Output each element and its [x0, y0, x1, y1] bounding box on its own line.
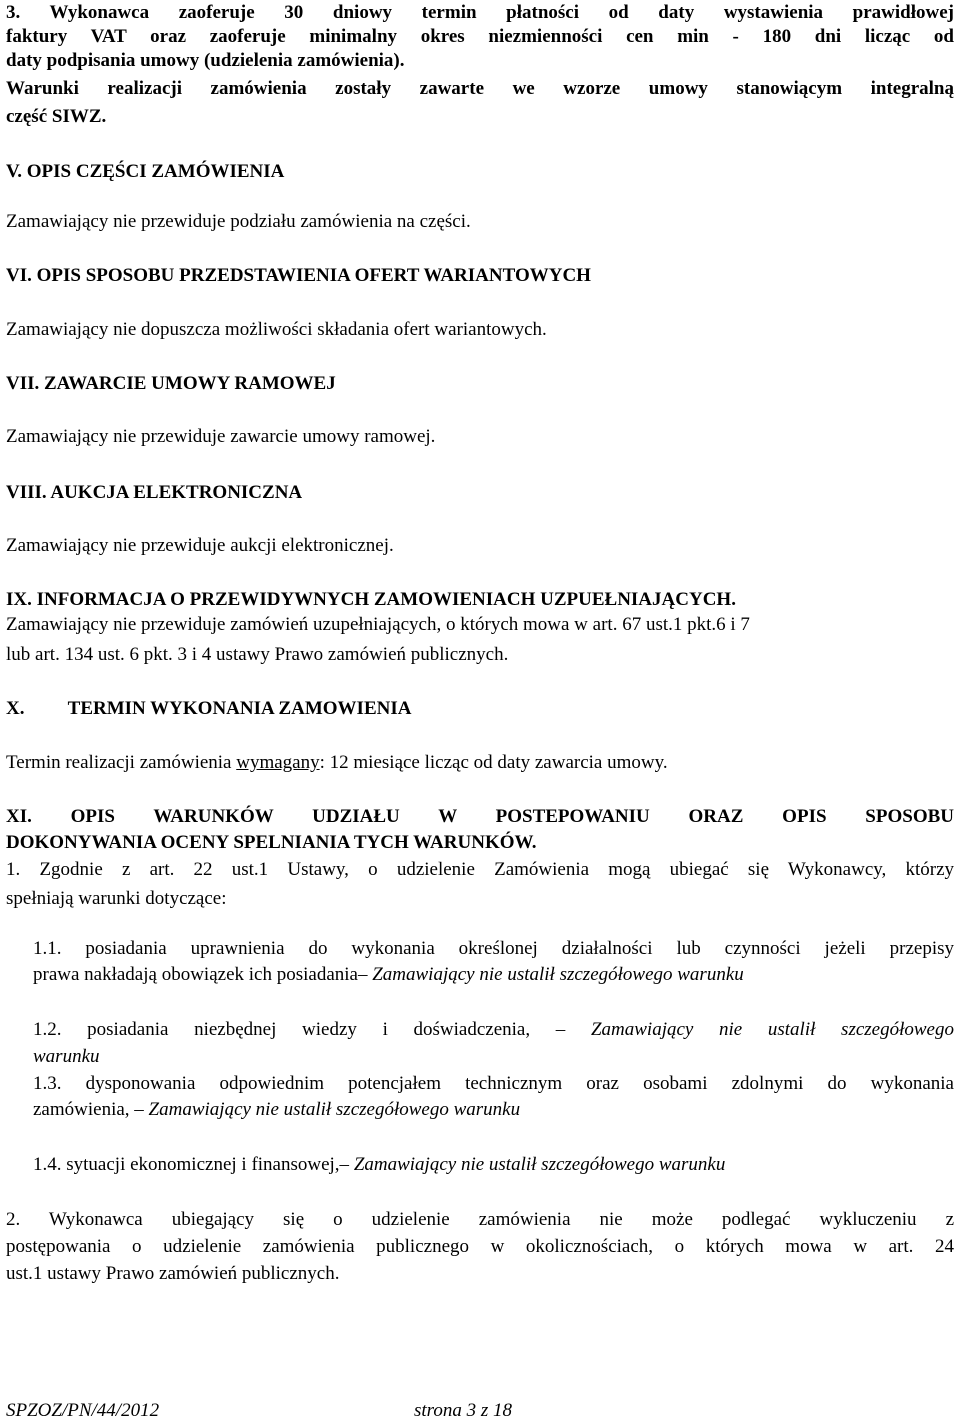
footer-page-number: strona 3 z 18	[414, 1400, 513, 1421]
condition-1-4-note: Zamawiający nie ustalił szczegółowego warunku	[353, 1154, 726, 1175]
condition-1-1-line-2	[33, 963, 954, 987]
section-6-heading: VI. OPIS SPOSOBU PRZEDSTAWIENIA OFERT WARIANTOWYCH	[6, 265, 591, 286]
condition-1-4-line	[33, 1153, 954, 1177]
section-11-para-1-line-2: spełniają warunki dotyczące:	[6, 888, 227, 909]
condition-1-1-line-1: 1.1. posiadania uprawnienia do wykonania określonej działalności lub czynności jeżeli przepisy	[33, 938, 954, 959]
section-7-body: Zamawiający nie przewiduje zawarcie umowy ramowej.	[6, 426, 436, 447]
section-11-heading-line-2: DOKONYWANIA OCENY SPELNIANIA TYCH WARUNKÓW.	[6, 832, 537, 853]
condition-1-2-text: 1.2. posiadania niezbędnej wiedzy i doświadczenia, –	[33, 1019, 591, 1040]
section-9-line-2: lub art. 134 ust. 6 pkt. 3 i 4 ustawy Prawo zamówień publicznych.	[6, 644, 509, 665]
para-3-line-4: Warunki realizacji zamówienia zostały zawarte we wzorze umowy stanowiącym integralną	[6, 78, 954, 99]
para-3-line-5: część SIWZ.	[6, 106, 107, 127]
para-3-line-3: daty podpisania umowy (udzielenia zamówienia).	[6, 50, 405, 71]
section-8-body: Zamawiający nie przewiduje aukcji elektronicznej.	[6, 535, 394, 556]
condition-1-4-text: 1.4. sytuacji ekonomicznej i finansowej,–	[33, 1154, 354, 1175]
condition-1-2-line-1	[33, 1018, 954, 1042]
para-3-line-1: 3. Wykonawca zaoferuje 30 dniowy termin płatności od daty wystawienia prawidłowej	[6, 2, 954, 23]
section-10-number: X.	[6, 698, 25, 719]
para-3-line-2: faktury VAT oraz zaoferuje minimalny okres niezmienności cen min - 180 dni licząc od	[6, 26, 954, 47]
footer-reference: SPZOZ/PN/44/2012	[6, 1400, 160, 1421]
section-10-body-pre: Termin realizacji zamówienia	[6, 752, 237, 773]
section-6-body: Zamawiający nie dopuszcza możliwości składania ofert wariantowych.	[6, 319, 547, 340]
para-2-line-2: postępowania o udzielenie zamówienia publicznego w okolicznościach, o których mowa w art. 24	[6, 1236, 954, 1257]
section-9-line-1: Zamawiający nie przewiduje zamówień uzupełniających, o których mowa w art. 67 ust.1 pkt.6 i 7	[6, 614, 750, 635]
section-11-para-1-line-1: 1. Zgodnie z art. 22 ust.1 Ustawy, o udzielenie Zamówienia mogą ubiegać się Wykonawcy, którzy	[6, 859, 954, 880]
section-5-heading: V. OPIS CZĘŚCI ZAMÓWIENIA	[6, 161, 285, 182]
condition-1-3-text: zamówienia, –	[33, 1099, 149, 1120]
condition-1-2-note: Zamawiający nie ustalił szczegółowego	[590, 1019, 954, 1040]
condition-1-3-line-2	[33, 1098, 954, 1122]
condition-1-3-note: Zamawiający nie ustalił szczegółowego warunku	[148, 1099, 521, 1120]
section-10-heading	[6, 697, 954, 721]
para-2-line-3: ust.1 ustawy Prawo zamówień publicznych.	[6, 1263, 340, 1284]
section-7-heading: VII. ZAWARCIE UMOWY RAMOWEJ	[6, 373, 336, 394]
section-10-body	[6, 751, 954, 775]
section-5-body: Zamawiający nie przewiduje podziału zamówienia na części.	[6, 211, 471, 232]
section-10-title: TERMIN WYKONANIA ZAMOWIENIA	[67, 698, 412, 719]
condition-1-1-text: prawa nakładają obowiązek ich posiadania–	[33, 964, 373, 985]
para-2-line-1: 2. Wykonawca ubiegający się o udzielenie zamówienia nie może podlegać wykluczeniu z	[6, 1209, 954, 1230]
condition-1-1-note: Zamawiający nie ustalił szczegółowego warunku	[372, 964, 744, 985]
section-9-heading: IX. INFORMACJA O PRZEWIDYWNYCH ZAMOWIENIACH UZPUEŁNIAJĄCYCH.	[6, 589, 736, 610]
condition-1-3-line-1: 1.3. dysponowania odpowiednim potencjałem technicznym oraz osobami zdolnymi do wykonania	[33, 1073, 954, 1094]
section-11-heading-line-1: XI. OPIS WARUNKÓW UDZIAŁU W POSTEPOWANIU ORAZ OPIS SPOSOBU	[6, 806, 954, 827]
condition-1-2-line-2: warunku	[33, 1046, 100, 1067]
section-10-body-post: : 12 miesiące licząc od daty zawarcia umowy.	[319, 752, 668, 773]
section-10-body-underlined: wymagany	[236, 752, 320, 773]
section-8-heading: VIII. AUKCJA ELEKTRONICZNA	[6, 482, 303, 503]
